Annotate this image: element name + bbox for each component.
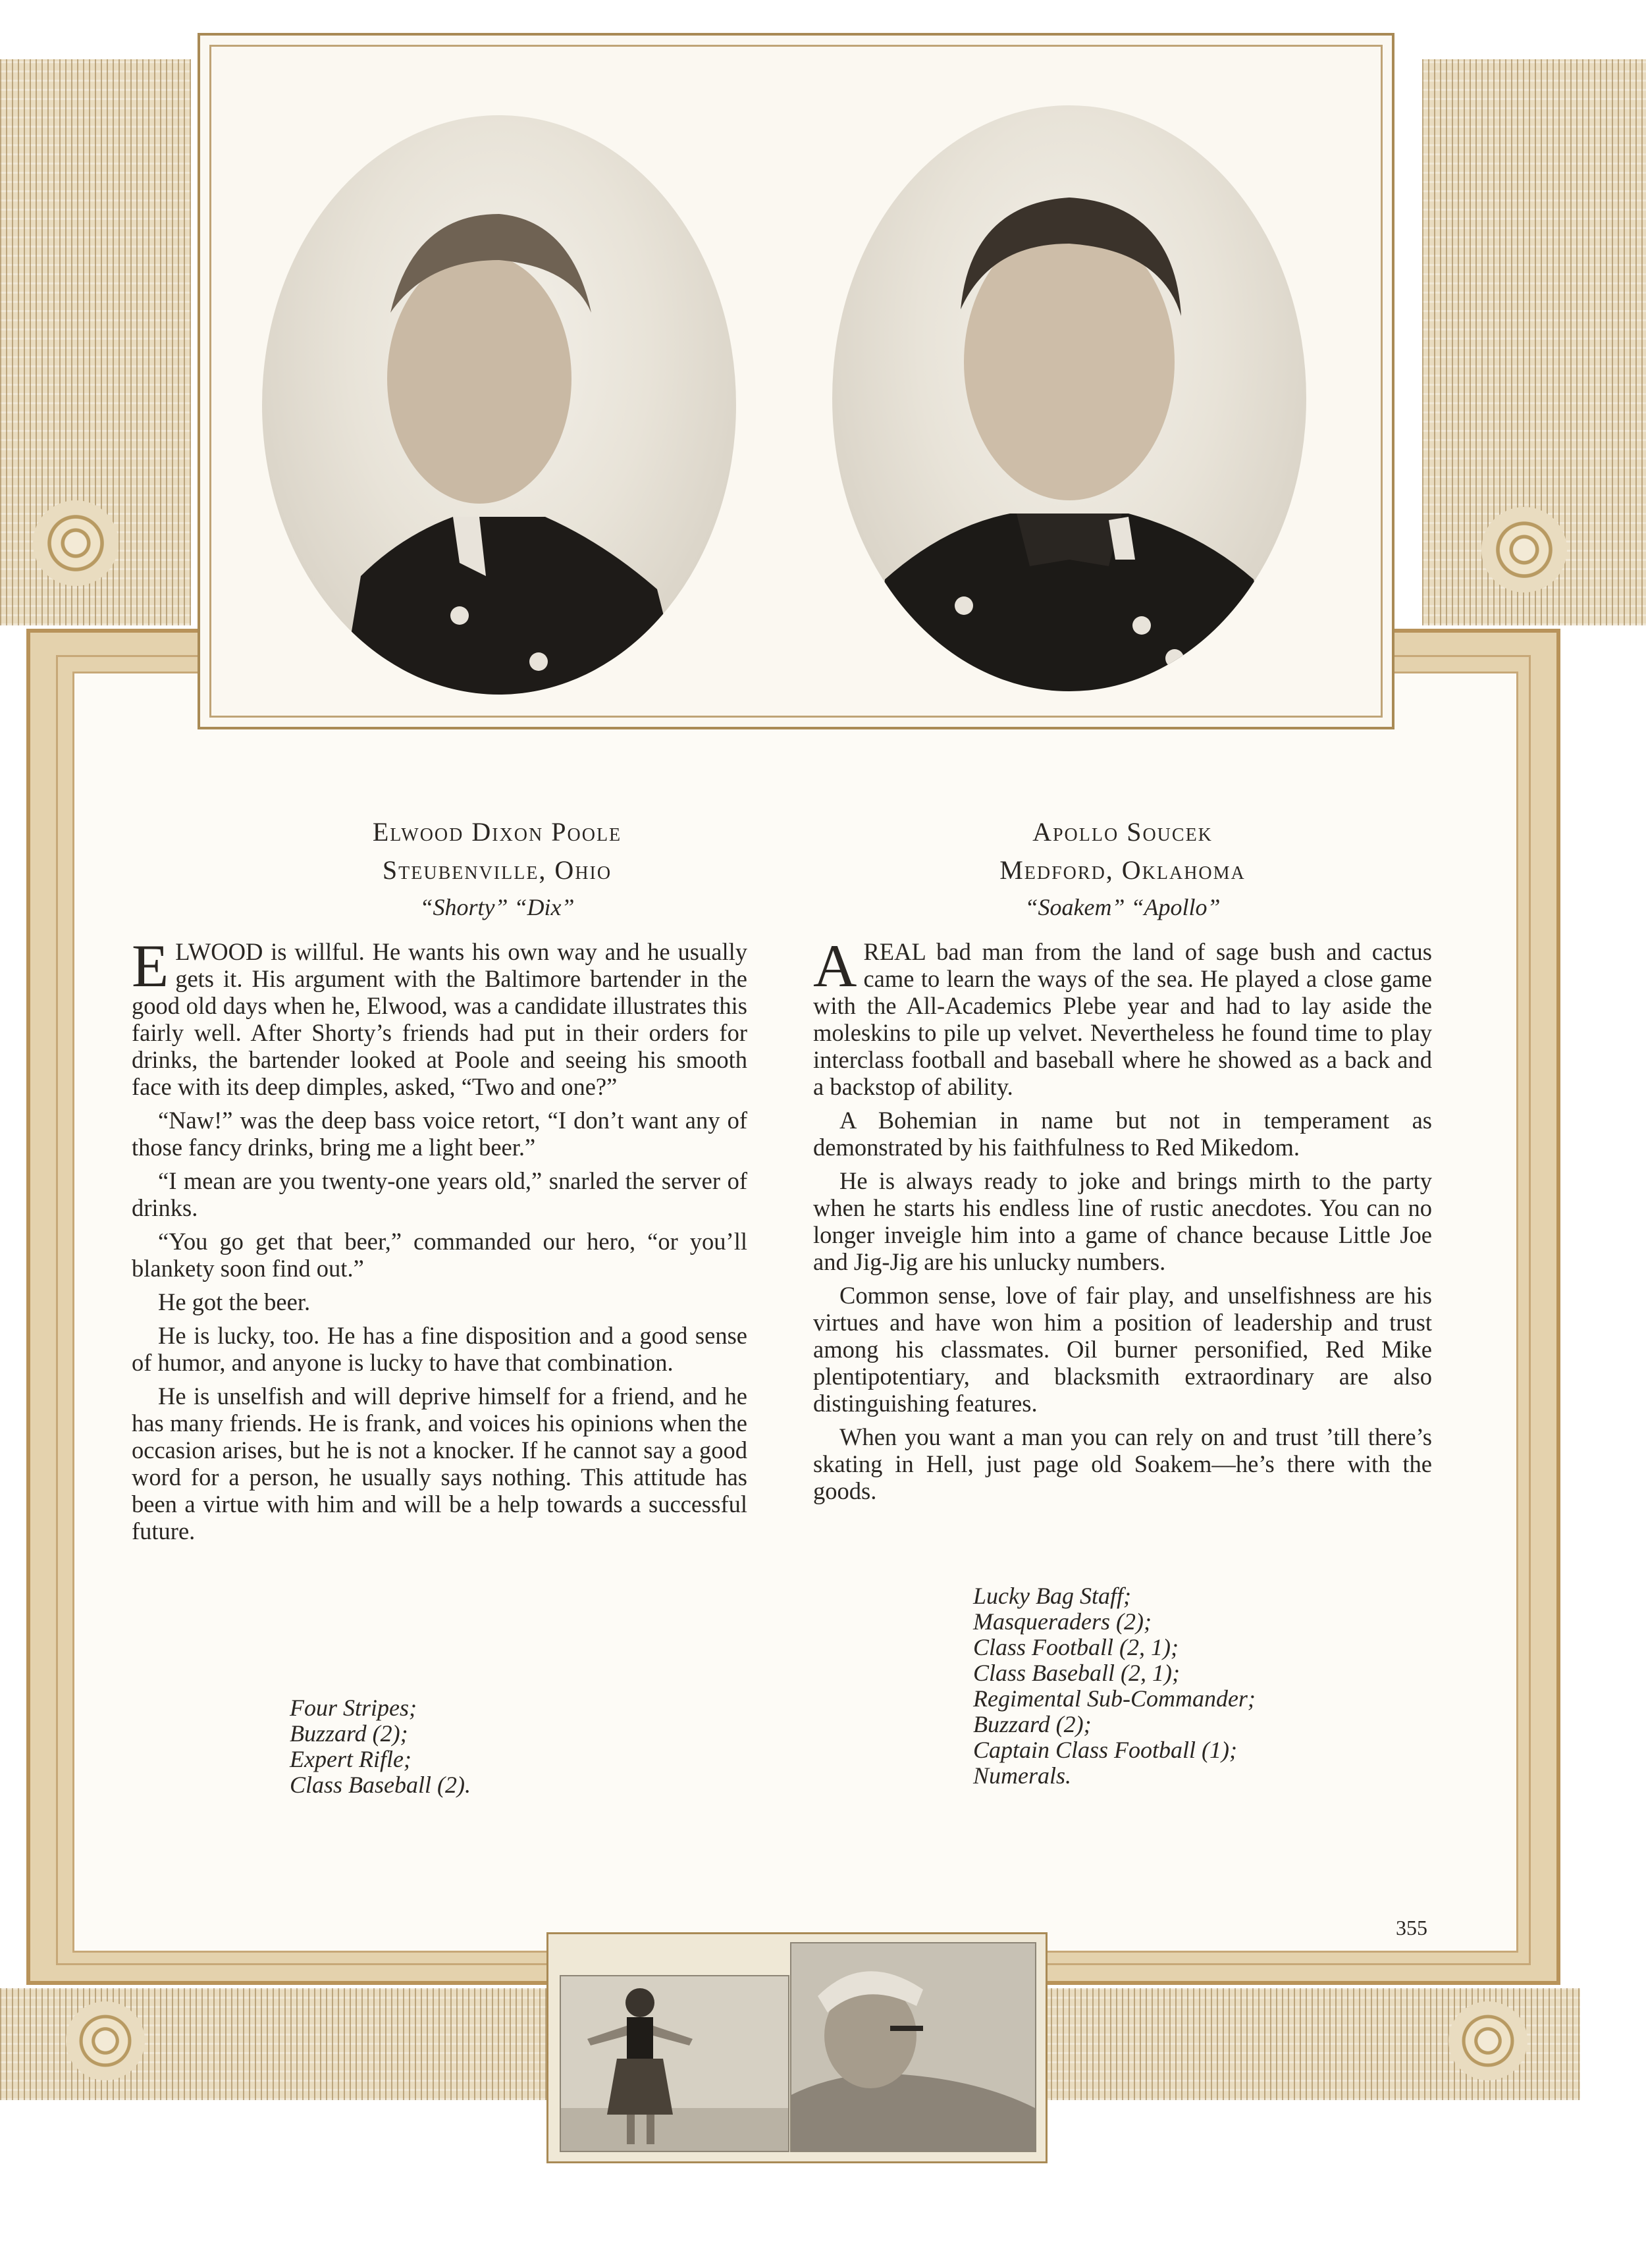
rosette-ornament-top-left [33, 500, 119, 586]
honor-item: Numerals. [973, 1762, 1072, 1789]
page-number: 355 [1396, 1916, 1427, 1939]
snapshot-cap-cigar [790, 1942, 1036, 2152]
biography-left [132, 932, 747, 1551]
profile-name-left: Elwood Dixon Poole [372, 817, 622, 847]
honor-item: Class Football (2, 1); [973, 1634, 1179, 1660]
biography-right-paragraph-5: When you want a man you can rely on and trust ’till there’s skating in Hell, just page old Soakem—he’s there with the goods. [813, 1423, 1432, 1504]
portrait-elwood-poole [262, 115, 736, 695]
biography-left-paragraph-2: “Naw!” was the deep bass voice retort, “I don’t want any of those fancy drinks, bring me a light beer.” [132, 1107, 747, 1161]
portrait-apollo-soucek [832, 105, 1306, 691]
biography-left-paragraph-7: He is unselfish and will deprive himself for a friend, and he has many friends. He is frank, and voices his opinions when the occasion arises, but he is not a knocker. If he cannot say a good word for a person, he usually says nothing. This attitude has been a virtue with him and will be a help towards a successful future. [132, 1383, 747, 1544]
honor-item: Four Stripes; [290, 1695, 417, 1721]
biography-right-paragraph-4: Common sense, love of fair play, and unselfishness are his virtues and have won him a position of leadership and trust among his classmates. Oil burner personified, Red Mike plentipotentiary, and blacksmith extraordinary are also distinguishing features. [813, 1282, 1432, 1417]
biography-right-paragraph-2: A Bohemian in name but not in temperament as demonstrated by his faithfulness to Red Mikedom. [813, 1107, 1432, 1161]
honor-item: Masqueraders (2); [973, 1608, 1152, 1635]
rosette-ornament-top-right [1481, 507, 1567, 593]
honor-item: Expert Rifle; [290, 1746, 412, 1772]
snapshot-grass-skirt [560, 1975, 789, 2152]
biography-right-paragraph-3: He is always ready to joke and brings mirth to the party when he starts his endless line of rustic anecdotes. You can no longer inveigle him into a game of chance because Little Joe and Jig-Jig are his unlucky numbers. [813, 1167, 1432, 1275]
honor-item: Buzzard (2); [973, 1711, 1092, 1737]
rosette-ornament-bottom-right [1448, 2001, 1527, 2080]
honor-item: Captain Class Football (1); [973, 1737, 1238, 1763]
honors-list-right [973, 1583, 1473, 1789]
profile-hometown-left: Steubenville, Ohio [382, 855, 612, 885]
rosette-ornament-bottom-left [66, 2001, 145, 2080]
dropcap-left: E [132, 932, 169, 999]
biography-left-paragraph-6: He is lucky, too. He has a fine disposition and a good sense of humor, and anyone is lucky to have that combination. [132, 1322, 747, 1376]
dropcap-right: A [813, 932, 857, 999]
profile-nicknames-left: “Shorty” “Dix” [419, 894, 575, 920]
profile-name-right: Apollo Soucek [1032, 817, 1213, 847]
honor-item: Class Baseball (2, 1); [973, 1660, 1180, 1686]
profile-nicknames-right: “Soakem” “Apollo” [1024, 894, 1221, 920]
biography-right [813, 932, 1432, 1511]
honor-item: Lucky Bag Staff; [973, 1583, 1131, 1609]
honor-item: Regimental Sub-Commander; [973, 1685, 1256, 1712]
biography-right-paragraph-1: REAL bad man from the land of sage bush and cactus came to learn the ways of the sea. He played a close game with the All-Academics Plebe year and had to lay aside the moleskins to pile up velvet. Nevertheless he found time to play interclass football and baseball where he showed as a back and a backstop of ability. [813, 938, 1432, 1100]
profile-hometown-right: Medford, Oklahoma [999, 855, 1246, 885]
biography-left-paragraph-1: LWOOD is willful. He wants his own way and he usually gets it. His argument with the Baltimore bartender in the good old days when he, Elwood, was a candidate illustrates this fairly well. After Shorty’s friends had put in their orders for drinks, the bartender looked at Poole and seeing his smooth face with its deep dimples, asked, “Two and one?” [132, 938, 747, 1100]
honor-item: Buzzard (2); [290, 1720, 408, 1747]
honor-item: Class Baseball (2). [290, 1772, 471, 1798]
biography-left-paragraph-5: He got the beer. [158, 1288, 311, 1315]
biography-left-paragraph-4: “You go get that beer,” commanded our hero, “or you’ll blankety soon find out.” [132, 1228, 747, 1282]
honors-list-left [290, 1695, 685, 1798]
biography-left-paragraph-3: “I mean are you twenty-one years old,” snarled the server of drinks. [132, 1167, 747, 1221]
